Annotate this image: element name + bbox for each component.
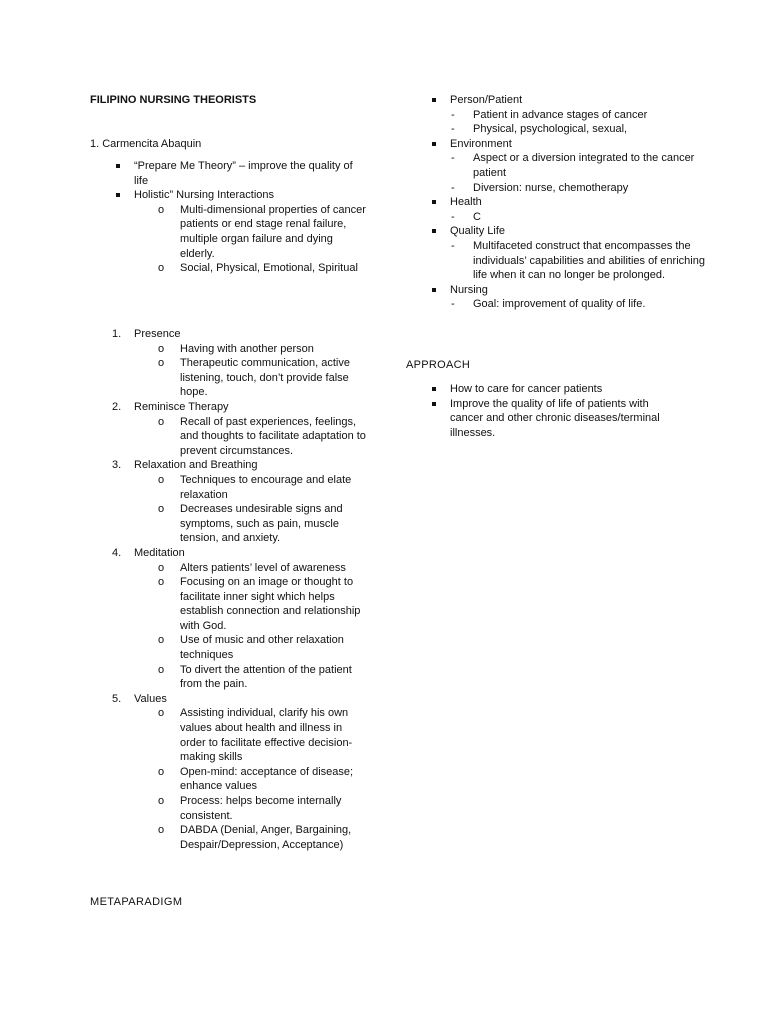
bullet-item (428, 283, 718, 298)
sub-item-text: Alters patients’ level of awareness (180, 561, 346, 574)
sub-list (428, 151, 718, 195)
bullet-item-text: Person/Patient (450, 94, 523, 106)
sub-list-wrapper (112, 415, 368, 459)
sub-item-text: To divert the attention of the patient from the pain. (180, 663, 352, 691)
sub-item (112, 342, 368, 357)
bullet-item (112, 188, 366, 203)
item-number: 3. (112, 459, 122, 472)
circle-marker: o (158, 415, 165, 428)
square-bullet-icon (432, 288, 436, 292)
sub-item (112, 203, 366, 261)
sub-item-text: Patient in advance stages of cancer (473, 108, 648, 121)
sub-list-wrapper (428, 108, 718, 137)
sub-list (428, 210, 718, 225)
circle-marker: o (158, 357, 165, 370)
numbered-item (112, 692, 368, 707)
sub-item (112, 415, 368, 459)
numbered-item-text: Reminisce Therapy (134, 400, 229, 413)
sub-item-text: Focusing on an image or thought to facilitate inner sight which helps establish connection and relationship with God. (180, 576, 361, 632)
bullet-item-text: How to care for cancer patients (450, 383, 603, 395)
bullet-item-text: Health (450, 196, 482, 209)
numbered-item (112, 546, 368, 561)
sub-list-wrapper (112, 203, 366, 276)
dash-marker: - (451, 239, 455, 252)
sub-item-text: Techniques to encourage and elate relaxation (180, 473, 352, 501)
item-number: 1. (112, 328, 122, 340)
sub-item-text: Having with another person (180, 342, 314, 355)
sub-item (112, 561, 368, 576)
sub-item (112, 706, 368, 764)
sub-item (112, 823, 368, 852)
sub-list-wrapper (428, 210, 718, 225)
metaparadigm-heading: METAPARADIGM (90, 896, 183, 908)
sub-item (112, 633, 368, 662)
bullet-item-text: Quality Life (450, 225, 506, 238)
item-number: 5. (112, 692, 122, 705)
circle-marker: o (158, 561, 165, 574)
circle-marker: o (158, 262, 165, 275)
sub-item (428, 108, 718, 123)
sub-list (112, 706, 368, 852)
sub-item-text: Social, Physical, Emotional, Spiritual (180, 262, 358, 275)
sub-item-text: Aspect or a diversion integrated to the cancer patient (473, 152, 695, 179)
sub-item-text: Recall of past experiences, feelings, and thoughts to facilitate adaptation to prevent circumstances. (180, 415, 366, 457)
sub-list-wrapper (112, 342, 368, 400)
circle-marker: o (158, 824, 165, 837)
sub-list (428, 297, 718, 312)
sub-list-wrapper (112, 473, 368, 546)
sub-list (112, 342, 368, 400)
square-bullet-icon (432, 402, 436, 406)
sub-item-text: Process: helps become internally consistent. (180, 795, 342, 822)
sub-list-wrapper (112, 561, 368, 692)
sub-item-text: DABDA (Denial, Anger, Bargaining, Despair/Depression, Acceptance) (180, 824, 352, 851)
sub-item (112, 261, 366, 276)
sub-item-text: Therapeutic communication, active listening, touch, don’t provide false hope. (180, 357, 350, 399)
sub-item (428, 151, 718, 180)
sub-item (428, 297, 718, 312)
sub-item-text: Goal: improvement of quality of life. (473, 298, 646, 311)
numbered-item-text: Meditation (134, 546, 185, 559)
sub-item (428, 239, 718, 283)
approach-bullet-list (428, 382, 668, 440)
sub-item-text: Assisting individual, clarify his own values about health and illness in order to facilitate effective decision-making skills (180, 707, 353, 764)
sub-item (112, 794, 368, 823)
approach-heading: APPROACH (406, 359, 471, 371)
sub-item-text: Multifaceted construct that encompasses the individuals’ capabilities and abilities of enriching life when it can no longer be prolonged. (473, 239, 705, 282)
bullet-item (428, 137, 718, 152)
numbered-item-text: Relaxation and Breathing (134, 459, 258, 472)
numbered-item (112, 400, 368, 415)
circle-marker: o (158, 634, 165, 647)
item-number: 2. (112, 400, 122, 413)
bullet-item-text: Holistic” Nursing Interactions (134, 189, 274, 202)
sub-list (428, 239, 718, 283)
dash-marker: - (451, 152, 455, 165)
circle-marker: o (158, 663, 165, 676)
circle-marker: o (158, 473, 165, 486)
dash-marker: - (451, 108, 455, 121)
square-bullet-icon (432, 142, 436, 146)
square-bullet-icon (432, 98, 436, 102)
sub-item (112, 575, 368, 633)
circle-marker: o (158, 765, 165, 778)
bullet-item (428, 382, 668, 397)
circle-marker: o (158, 707, 165, 720)
bullet-item (428, 195, 718, 210)
item-number: 4. (112, 546, 122, 559)
bullet-item (428, 397, 668, 441)
sub-item (428, 210, 718, 225)
sub-item-text: C (473, 210, 481, 223)
sub-item (112, 502, 368, 546)
sub-item (112, 765, 368, 794)
circle-marker: o (158, 503, 165, 516)
document-title: FILIPINO NURSING THEORISTS (90, 94, 257, 106)
sub-item-text: Diversion: nurse, chemotherapy (473, 181, 629, 194)
square-bullet-icon (432, 200, 436, 204)
interaction-numbered-list (112, 327, 368, 852)
sub-item-text: Open-mind: acceptance of disease; enhance values (180, 765, 354, 793)
sub-list-wrapper (428, 297, 718, 312)
numbered-item-text: Presence (134, 328, 181, 340)
sub-list (112, 473, 368, 546)
metaparadigm-bullet-list (428, 93, 718, 312)
sub-item (428, 181, 718, 196)
numbered-item (112, 458, 368, 473)
sub-item-text: Physical, psychological, sexual, (473, 123, 628, 136)
square-bullet-icon (432, 229, 436, 233)
bullet-item-text: “Prepare Me Theory” – improve the quality of life (134, 160, 353, 187)
circle-marker: o (158, 203, 165, 216)
theory-bullet-list (112, 159, 366, 276)
square-bullet-icon (116, 193, 120, 197)
dash-marker: - (451, 181, 455, 194)
circle-marker: o (158, 795, 165, 807)
sub-item (112, 473, 368, 502)
sub-list-wrapper (428, 239, 718, 283)
sub-list-wrapper (428, 151, 718, 195)
sub-item (112, 356, 368, 400)
bullet-item-text: Environment (450, 137, 512, 150)
bullet-item (428, 93, 718, 108)
sub-list (112, 203, 366, 276)
bullet-item-text: Improve the quality of life of patients with cancer and other chronic diseases/terminal illnesses. (450, 397, 660, 439)
square-bullet-icon (432, 387, 436, 391)
bullet-item-text: Nursing (450, 283, 488, 296)
circle-marker: o (158, 576, 165, 589)
sub-item-text: Use of music and other relaxation techniques (180, 634, 344, 662)
square-bullet-icon (116, 164, 120, 168)
theorist-heading: 1. Carmencita Abaquin (90, 138, 202, 150)
bullet-item (112, 159, 366, 188)
sub-item-text: Decreases undesirable signs and symptoms, such as pain, muscle tension, and anxiety. (180, 503, 343, 545)
sub-item-text: Multi-dimensional properties of cancer patients or end stage renal failure, multiple organ failure and dying elderly. (180, 203, 366, 260)
sub-list (112, 561, 368, 692)
sub-list (428, 108, 718, 137)
sub-item (428, 122, 718, 137)
sub-list-wrapper (112, 706, 368, 852)
numbered-item (112, 327, 368, 342)
dash-marker: - (451, 210, 455, 223)
numbered-item-text: Values (134, 692, 167, 705)
sub-list (112, 415, 368, 459)
dash-marker: - (451, 123, 455, 136)
circle-marker: o (158, 342, 165, 355)
sub-item (112, 663, 368, 692)
bullet-item (428, 224, 718, 239)
dash-marker: - (451, 298, 455, 311)
